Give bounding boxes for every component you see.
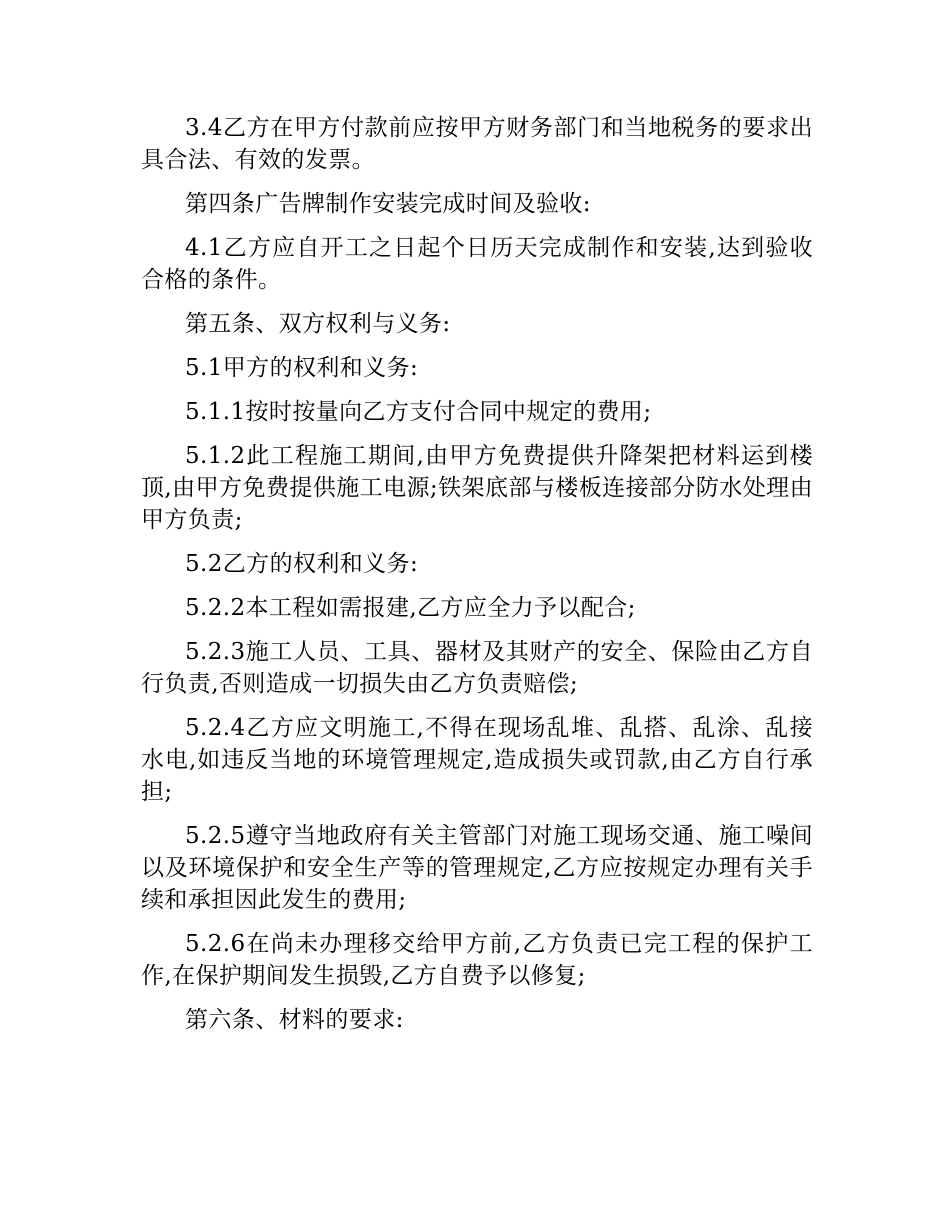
clause-4-1-completion: 4.1乙方应自开工之日起个日历天完成制作和安装,达到验收合格的条件。 [141, 235, 813, 293]
clause-5-1-party-a: 5.1甲方的权利和义务: [185, 355, 419, 381]
article-5-heading: 第五条、双方权利与义务: [185, 311, 451, 337]
clause-5-2-6-protection: 5.2.6在尚未办理移交给甲方前,乙方负责已完工程的保护工作,在保护期间发生损毁,乙方自费予以修复; [141, 931, 813, 989]
clause-5-2-2-permit: 5.2.2本工程如需报建,乙方应全力予以配合; [185, 595, 636, 621]
clause-5-2-4-civil-work: 5.2.4乙方应文明施工,不得在现场乱堆、乱搭、乱涂、乱接水电,如违反当地的环境管理规定,造成损失或罚款,由乙方自行承担; [141, 715, 813, 805]
clause-5-2-5-regulations: 5.2.5遵守当地政府有关主管部门对施工现场交通、施工噪间以及环境保护和安全生产等的管理规定,乙方应按规定办理有关手续和承担因此发生的费用; [141, 823, 813, 913]
clause-5-2-party-b: 5.2乙方的权利和义务: [185, 551, 419, 577]
clause-3-4-invoice: 3.4乙方在甲方付款前应按甲方财务部门和当地税务的要求出具合法、有效的发票。 [141, 115, 813, 173]
clause-5-1-1-payment: 5.1.1按时按量向乙方支付合同中规定的费用; [185, 399, 652, 425]
article-6-heading: 第六条、材料的要求: [185, 1007, 404, 1033]
article-4-heading: 第四条广告牌制作安装完成时间及验收: [185, 191, 591, 217]
document-page [141, 112, 813, 1048]
clause-5-1-2-construction: 5.1.2此工程施工期间,由甲方免费提供升降架把材料运到楼顶,由甲方免费提供施工电源;铁架底部与楼板连接部分防水处理由甲方负责; [141, 443, 813, 533]
clause-5-2-3-safety: 5.2.3施工人员、工具、器材及其财产的安全、保险由乙方自行负责,否则造成一切损失由乙方负责赔偿; [141, 639, 813, 697]
